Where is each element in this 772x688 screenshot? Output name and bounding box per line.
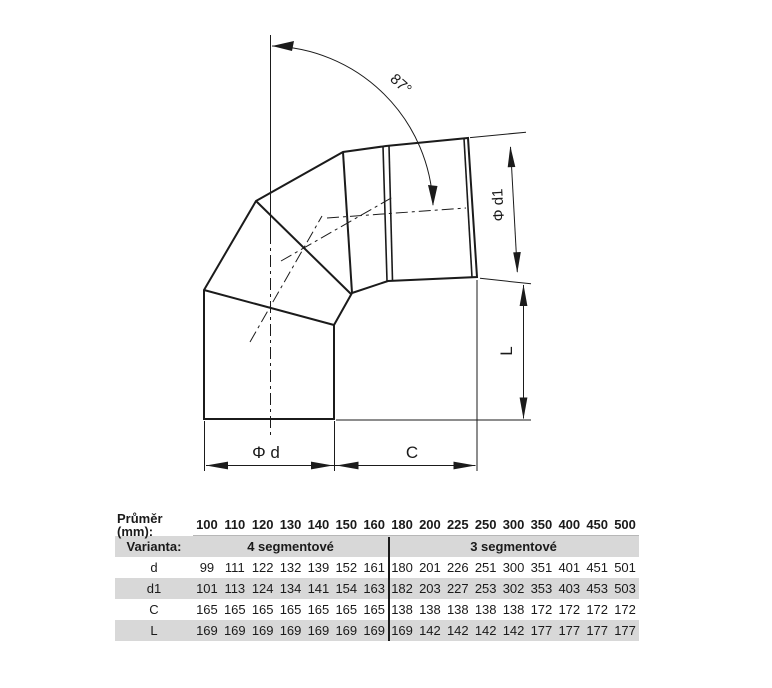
row-label-cell: d <box>150 560 158 575</box>
value-cell: 101 <box>196 581 218 596</box>
value-cell: 169 <box>223 623 246 638</box>
table-data-row <box>115 578 639 599</box>
c-arrow-left-icon <box>337 462 359 470</box>
value-cell: 113 <box>224 581 246 596</box>
diameter-header-cell: 160 <box>363 517 386 532</box>
elbow-body-path <box>204 138 477 419</box>
value-cell: 142 <box>446 623 469 638</box>
dimensions-table <box>115 510 639 641</box>
value-cell: 177 <box>586 623 609 638</box>
row-label-cell: C <box>149 602 159 617</box>
arc-arrow-left-icon <box>272 41 294 51</box>
value-cell: 132 <box>279 560 302 575</box>
variant-label: Varianta: <box>126 539 182 554</box>
row-label-cell: L <box>150 623 158 638</box>
diameter-header-cell: 140 <box>307 517 330 532</box>
table-header-row <box>115 510 639 539</box>
elbow-outline <box>204 138 477 419</box>
diameter-header-cell: 400 <box>558 517 581 532</box>
value-cell: 180 <box>391 560 413 575</box>
angle-arc-arrows <box>272 41 438 206</box>
value-cell: 169 <box>335 623 358 638</box>
variant-group-cell: 4 segmentové <box>247 539 334 554</box>
c-label: C <box>405 443 419 462</box>
table-header-label: Průměr (mm): <box>117 510 163 539</box>
value-cell: 169 <box>279 623 302 638</box>
diameter-header-cell: 180 <box>391 517 413 532</box>
angle-dimension <box>271 35 434 232</box>
value-cell: 154 <box>335 581 358 596</box>
value-cell: 165 <box>335 602 358 617</box>
value-cell: 142 <box>502 623 525 638</box>
value-cell: 182 <box>391 581 413 596</box>
phi-d1-arrow-bottom-icon <box>513 252 521 273</box>
value-cell: 142 <box>419 623 441 638</box>
value-cell: 177 <box>530 623 553 638</box>
value-cell: 163 <box>363 581 386 596</box>
value-cell: 453 <box>586 581 609 596</box>
l-arrow-top-icon <box>520 285 528 307</box>
value-cell: 165 <box>279 602 302 617</box>
diameter-header-cell: 500 <box>614 517 636 532</box>
value-cell: 201 <box>419 560 441 575</box>
value-cell: 401 <box>558 560 581 575</box>
value-cell: 226 <box>446 560 469 575</box>
value-cell: 99 <box>199 560 215 575</box>
value-cell: 165 <box>196 602 218 617</box>
angle-arc <box>272 46 433 205</box>
socket-bead-lines <box>383 138 472 280</box>
value-cell: 165 <box>307 602 330 617</box>
value-cell: 251 <box>474 560 497 575</box>
value-cell: 501 <box>614 560 636 575</box>
l-label: L <box>497 346 516 356</box>
diameter-header-cell: 200 <box>419 517 441 532</box>
value-cell: 169 <box>307 623 330 638</box>
variant-group-divider <box>388 537 390 641</box>
value-cell: 152 <box>335 560 358 575</box>
table-variant-row <box>115 536 639 557</box>
value-cell: 169 <box>391 623 413 638</box>
diameter-header-cell: 100 <box>196 517 218 532</box>
variant-group-cell: 3 segmentové <box>470 539 557 554</box>
value-cell: 403 <box>558 581 581 596</box>
phi-d-arrow-left-icon <box>206 462 228 470</box>
diameter-header-cell: 450 <box>586 517 609 532</box>
phi-d-arrow-right-icon <box>311 462 333 470</box>
value-cell: 172 <box>530 602 553 617</box>
value-cell: 138 <box>391 602 413 617</box>
value-cell: 134 <box>279 581 302 596</box>
value-cell: 122 <box>251 560 274 575</box>
value-cell: 300 <box>502 560 525 575</box>
c-arrow-right-icon <box>454 462 476 470</box>
centerlines <box>250 197 466 437</box>
diameter-header-cell: 110 <box>224 517 246 532</box>
value-cell: 177 <box>558 623 581 638</box>
diameter-header-cell: 150 <box>335 517 358 532</box>
value-cell: 161 <box>363 560 386 575</box>
diameter-header-cell: 130 <box>279 517 302 532</box>
table-data-row <box>115 620 639 641</box>
phi-d1-ext-top <box>470 132 526 137</box>
value-cell: 172 <box>586 602 609 617</box>
value-cell: 138 <box>502 602 525 617</box>
value-cell: 138 <box>474 602 497 617</box>
value-cell: 177 <box>614 623 636 638</box>
value-cell: 111 <box>224 560 245 575</box>
value-cell: 169 <box>196 623 218 638</box>
row-label-cell: d1 <box>146 581 162 596</box>
miter-joint-1 <box>204 290 334 325</box>
value-cell: 138 <box>419 602 441 617</box>
value-cell: 451 <box>586 560 609 575</box>
phi-d1-label: Φ d1 <box>489 188 508 222</box>
phi-d1-arrow-top-icon <box>508 146 516 167</box>
value-cell: 165 <box>223 602 246 617</box>
value-cell: 165 <box>363 602 386 617</box>
diameter-header-cell: 120 <box>251 517 274 532</box>
centerline-segment2 <box>250 216 322 342</box>
table-data-row <box>115 557 639 578</box>
socket-bottom-ext <box>480 278 531 284</box>
angle-dimension-label: 87° <box>386 70 415 99</box>
phi-d-label: Φ d <box>252 443 280 462</box>
value-cell: 351 <box>530 560 553 575</box>
value-cell: 138 <box>446 602 469 617</box>
value-cell: 165 <box>251 602 274 617</box>
table-data-row <box>115 599 639 620</box>
diameter-header-cell: 250 <box>474 517 497 532</box>
diameter-header-cell: 300 <box>502 517 525 532</box>
diameter-header-cell: 350 <box>530 517 553 532</box>
value-cell: 141 <box>307 581 330 596</box>
value-cell: 139 <box>307 560 330 575</box>
dimension-lines <box>205 132 532 471</box>
value-cell: 172 <box>614 602 636 617</box>
centerline-segment3 <box>281 197 393 261</box>
value-cell: 253 <box>474 581 497 596</box>
diameter-header-cell: 225 <box>446 517 469 532</box>
l-arrow-bottom-icon <box>520 398 528 420</box>
value-cell: 203 <box>419 581 441 596</box>
value-cell: 353 <box>530 581 553 596</box>
value-cell: 227 <box>446 581 469 596</box>
value-cell: 503 <box>614 581 636 596</box>
dimension-arrows <box>206 146 527 469</box>
value-cell: 169 <box>251 623 274 638</box>
value-cell: 124 <box>251 581 274 596</box>
value-cell: 142 <box>474 623 497 638</box>
value-cell: 172 <box>558 602 581 617</box>
arc-arrow-down-icon <box>428 185 438 206</box>
value-cell: 169 <box>363 623 386 638</box>
value-cell: 302 <box>502 581 525 596</box>
